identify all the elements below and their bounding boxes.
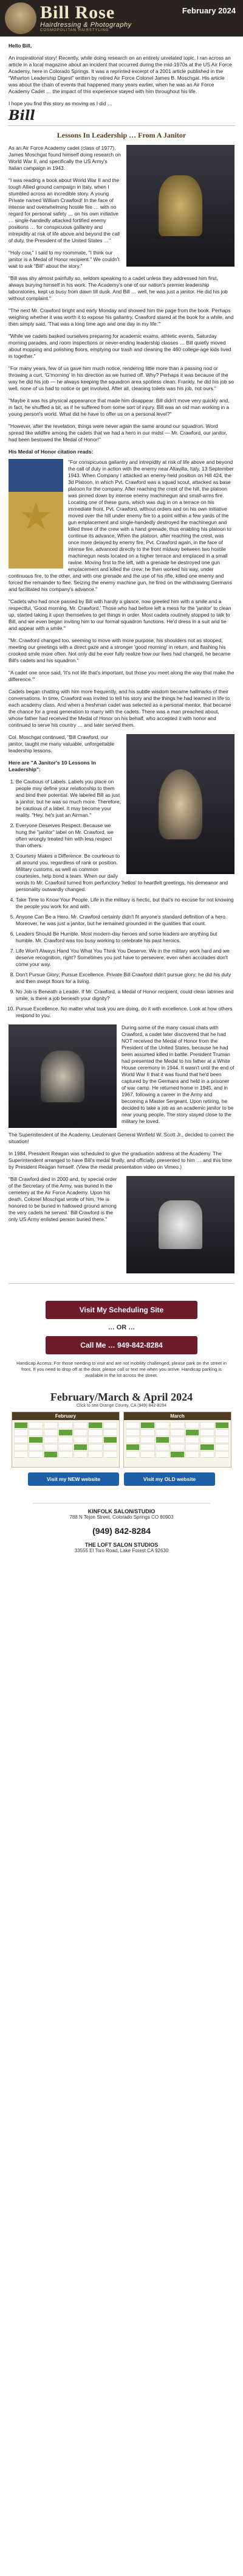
calendar-day-cell <box>170 1444 184 1451</box>
calendar-day-cell <box>185 1451 199 1458</box>
lesson-item: 4. Take Time to Know Your People. Life in the military is hectic, but that's no excuse for not knowing the people you work for and with. <box>16 897 234 910</box>
calendar-section <box>0 1385 243 1492</box>
medal-of-honor-image <box>9 459 63 569</box>
calendar-day-cell <box>103 1444 117 1451</box>
article-paragraph: "Holy cow," I said to my roommate, "I think our janitor is a Medal of Honor recipient." We couldn't wait to ask "Bill" about the story." <box>9 250 120 269</box>
calendar-day-cell <box>140 1429 154 1436</box>
calendar-month[interactable] <box>123 1412 231 1468</box>
calendar-day-cell <box>200 1444 214 1451</box>
calendar-subtitle[interactable]: Click to see Orange County, CA (949) 842-8284 <box>76 1404 167 1408</box>
studio-address: 33555 El Toro Road, Lake Forest CA 92630 <box>74 1548 169 1553</box>
calendar-day-cell <box>58 1422 72 1429</box>
calendar-day-cell <box>140 1422 154 1429</box>
story-paragraph: The Superintendent of the Academy, Lieutenant General Winfield W. Scott Jr., decided to correct the situation! <box>9 1132 234 1144</box>
calendar-day-cell <box>88 1444 102 1451</box>
story-paragraph: During some of the many casual chats with Crawford, a cadet later discovered that he had NOT received the Medal of Honor from the President of the United States, because he had been assumed killed in battle. President Truman had presented the Medal to his father at a White House ceremony in 1944. It wasn't until the end of World War II that it was found that he'd been captured by the Germans and held in a prisoner of war camp. He returned home in 1945, and in 1967, following a career in the Army and becoming a Master Sergeant. Upon retiring, he decided to take a job as an academic janitor to be near young people. The story stayed close to the military he loved. <box>122 1024 234 1124</box>
old-website-button[interactable]: Visit my OLD website <box>124 1472 215 1486</box>
calendar-day-cell <box>103 1451 117 1458</box>
calendar-day-cell <box>185 1444 199 1451</box>
calendar-day-cell <box>170 1451 184 1458</box>
divider <box>9 125 234 126</box>
cta-section <box>0 1290 243 1385</box>
calendar-day-cell <box>74 1429 87 1436</box>
story-paragraph: "Bill Crawford died in 2000 and, by special order of the Secretary of the Army, was buried in the cemetery at the Air Force Academy. Upon his death, Colonel Moschgat wrote of him, 'He is honored to be buried in hallowed ground among the very cadets he served.' Bill Crawford is the only US Army enlisted person buried there." <box>9 1176 117 1222</box>
calendar-day-cell <box>170 1429 184 1436</box>
divider <box>9 1283 234 1284</box>
article-paragraph: "I was reading a book about World War II and the tough Allied ground campaign in Italy, when I stumbled across an incredible story. A young Private named William Crawford! In the face of intense and overwhelming hostile fire … with no regard for personal safety … on his own initiative … single-handedly attacked fortified enemy positions … for conspicuous gallantry and intrepidity at risk of life above and beyond the call of duty, the President of the United States …" <box>9 177 120 243</box>
scheduling-button[interactable]: Visit My Scheduling Site <box>46 1301 197 1319</box>
calendar-day-cell <box>156 1437 169 1443</box>
intro-paragraph: An inspirational story! Recently, while doing research on an entirely unrelated topic, I ran across an article in a local magazine about an incident that occurred during the mid-1970s at the US Air Force Academy, here in Colorado Springs. It was a reprinted excerpt of a 2001 article published in the "Wharton Leadership Digest" written by retired Air Force Colonel James B. Moschgat. His article was about the chain of events that happened many years earlier, when he was an Air Force Academy Cadet … the impact of this experience stayed with him throughout his life. <box>9 55 232 94</box>
calendar-day-cell <box>140 1451 154 1458</box>
story-paragraph: Cadets began chatting with him more frequently, and his subtle wisdom became hallmarks of their conversations. In time, Crawford was invited to tell his story and the things he had learned in life to each academy class. And when a freshman cadet was selected as a personal mentor, that became the chance for a great generation to marry with the cadets. There was a man preached about, whose father had received the Medal of Honor on his behalf, who accepted it with honor and continued to serve his country … and later served them. <box>9 688 231 728</box>
lesson-item: 1. Be Cautious of Labels. Labels you place on people may define your relationship to them and bind their potential. We labeled Bill as just a janitor, but he was so much more. Therefore, be cautious of a label. It may become your reality. "Hey, he's just an Airman." <box>16 779 234 819</box>
calendar-day-cell <box>88 1437 102 1443</box>
lesson-item: 7. Life Won't Always Hand You What You Think You Deserve. We in the military work hard and we deserve recognition, right? Sometimes you just have to persevere, even when accolades don't come your way. <box>16 948 234 968</box>
calendar-day-cell <box>58 1451 72 1458</box>
calendar-day-cell <box>44 1444 58 1451</box>
calendar-day-cell <box>103 1437 117 1443</box>
calendar-day-cell <box>215 1422 229 1429</box>
article-paragraph: "For many years, few of us gave him much notice, rendering little more than a passing nod or throwing a curt, 'G'morning' in his direction as we hurried off. Why? Perhaps it was because of the way he did his job — he always keeping the squadron area spotless clean. Frankly, he did his job so well, none of us had to notice or get involved. After all, cleaning toilets was his job, not ours." <box>9 365 234 391</box>
calendar-day-cell <box>14 1451 28 1458</box>
calendar-day-cell <box>74 1437 87 1443</box>
calendar-day-cell <box>156 1444 169 1451</box>
calendar-day-cell <box>29 1437 43 1443</box>
or-separator: … OR … <box>108 1324 135 1331</box>
lesson-item: 8. Don't Pursue Glory; Pursue Excellence. Private Bill Crawford didn't pursue glory; he did his duty and then swept floors for a living. <box>16 971 234 985</box>
calendar-day-cell <box>88 1451 102 1458</box>
calendar-day-cell <box>58 1429 72 1436</box>
brand-tagline: COSMOPOLITAN HAIRSTYLING <box>40 29 109 32</box>
calendar-day-cell <box>14 1429 28 1436</box>
greeting: Hello Bill, <box>9 43 32 49</box>
newsletter-header <box>0 0 243 37</box>
calendar-day-cell <box>185 1429 199 1436</box>
story-paragraph: "Mr. Crawford changed too, seeming to move with more purpose, his shoulders not as stooped, meeting our greetings with a direct gaze and a stronger 'good morning' in return, and flashing his crooked smile more often. Not only did he ever fully realize how our lives had changed, he became Bill's cadets and his squadron." <box>9 637 231 663</box>
lesson-item: 3. Courtesy Makes a Difference. Be courteous to all around you, regardless of rank or position. Military customs, as well as common courtesies, help bond a team. When our daily words to Mr. Crawford turned from perfunctory 'hellos' to heartfelt greetings, his demeanor and personality outwardly changed. <box>16 853 234 893</box>
calendar-day-cell <box>185 1437 199 1443</box>
calendar-day-cell <box>29 1444 43 1451</box>
lessons-heading: Here are "A Janitor's 10 Lessons In Leadership": <box>9 760 96 772</box>
calendar-day-cell <box>200 1422 214 1429</box>
calendar-day-cell <box>44 1429 58 1436</box>
article-paragraph: "While we cadets basked ourselves preparing for academic exams, athletic events, Saturday morning parades, and room inspections or never-ending leadership classes … Bill quietly moved about mopping and polishing floors, emptying our trash and cleaning the 460 college-age kids lived in together." <box>9 333 231 359</box>
calendar-day-cell <box>14 1444 28 1451</box>
calendar-day-cell <box>215 1429 229 1436</box>
footer <box>0 1492 243 1566</box>
calendar-day-cell <box>156 1451 169 1458</box>
handicap-notice: Handicap Access: For those needing to visit and are not mobility challenged, please park on the street in front. If you need to drop off at the door, please call or text me when you arrive. Handicap parking is available in the lot across the street. <box>16 1360 227 1378</box>
calendar-day-cell <box>170 1422 184 1429</box>
signature: Bill <box>9 108 35 124</box>
calendar-day-cell <box>58 1437 72 1443</box>
calendar-day-cell <box>200 1451 214 1458</box>
calendar-day-cell <box>185 1422 199 1429</box>
article-paragraph: "However, after the revelation, things were never again the same around our squadron. Word spread like wildfire among the cadets that we had a hero in our midst — Mr. Crawford, our janitor, had been bestowed the Medal of Honor!" <box>9 423 227 443</box>
citation-text: "For conspicuous gallantry and intrepidity at risk of life above and beyond the call of duty in action with the enemy near Altavilla, Italy, 13 September 1943. When Company I attacked an enemy-held position on Hill 424, the 3d Platoon, in which Pvt. Crawford was a squad scout, attacked as base platoon for the company. After reaching the crest of the hill, the platoon was pinned down by intense enemy machinegun and small-arms fire. Locating one of these guns, which was dug in on a terrace on his immediate front, Pvt. Crawford, without orders and on his own initiative moved over the hill under enemy fire to a point within a few yards of the gun emplacement and single-handedly destroyed the machinegun and killed three of the crew with a hand grenade, thus enabling his platoon to continue its advance. When the platoon, after reaching the crest, was once more delayed by enemy fire, Pvt. Crawford again, in the face of intense fire, advanced directly to the front midway between two hostile machinegun nests located on a higher terrace and emplaced in a small ravine. Moving first to the left, with a grenade he destroyed one gun emplacement and killed the crew; he then worked his way, under continuous fire, to the other, and with one grenade and the use of his rifle, killed one enemy and forced the remainder to flee. Seizing the enemy machine gun, he fired on the withdrawing Germans and facilitated his company's advance." <box>9 459 234 592</box>
studio-name: THE LOFT SALON STUDIOS <box>84 1542 159 1548</box>
calendar-day-cell <box>103 1422 117 1429</box>
calendar-day-cell <box>74 1422 87 1429</box>
salon-name: KINFOLK SALON/STUDIO <box>87 1508 156 1514</box>
calendar-day-cell <box>14 1422 28 1429</box>
calendar-day-cell <box>126 1429 140 1436</box>
phone-number[interactable]: (949) 842-8284 <box>92 1526 151 1536</box>
story-paragraph: Col. Moschgat continued, "Bill Crawford, our janitor, taught me many valuable, unforgettable leadership lessons. <box>9 734 115 754</box>
calendar-day-cell <box>14 1437 28 1443</box>
calendar-day-cell <box>88 1422 102 1429</box>
issue-date: February 2024 <box>182 6 236 15</box>
calendar-day-cell <box>58 1444 72 1451</box>
brand-subtitle: Hairdressing & Photography <box>40 21 132 29</box>
call-button[interactable]: Call Me … 949-842-8284 <box>46 1336 197 1354</box>
lesson-item: 6. Leaders Should Be Humble. Most modern-day heroes and some leaders are anything but humble. Mr. Crawford was too busy working to celebrate his past heroics. <box>16 931 234 944</box>
salon-address: 788 N Tejon Street, Colorado Springs CO 80903 <box>69 1514 174 1520</box>
lesson-item: 5. Anyone Can Be a Hero. Mr. Crawford certainly didn't fit anyone's standard definition of a hero. Moreover, he was just a janitor, but he remained grounded in the qualities that count. <box>16 914 234 927</box>
story-paragraph: "Cadets who had once passed by Bill with hardly a glance, now greeted him with a smile and a respectful, 'Good morning, Mr. Crawford.' Those who had before left a mess for the 'janitor' to clean up, started taking it upon themselves to get things in order. Most cadets routinely stopped to talk to Bill, and we even began inviting him to our formal squadron functions. He'd dress in a suit and tie and appear with a smile." <box>9 598 231 631</box>
story-paragraph: In 1984, President Reagan was scheduled to give the graduation address at the Academy. The Superintendent arranged to have Bill's medal finally, and officially, presented to him … and this time by President Reagan himself. (View the medal presentation video on Vimeo.) <box>9 1150 232 1170</box>
gravestone-photo <box>126 1176 234 1273</box>
calendar-day-cell <box>88 1429 102 1436</box>
article-paragraph: As an Air Force Academy cadet (class of 1977), James Moschgat found himself doing research on World War II, and specifically the US Army's Italian campaign in 1943. <box>9 145 121 171</box>
brand-name: Bill Rose <box>40 2 115 23</box>
calendar-day-cell <box>29 1429 43 1436</box>
calendar-day-cell <box>44 1437 58 1443</box>
calendar-title: February/March & April 2024 <box>50 1391 193 1403</box>
calendar-day-cell <box>126 1422 140 1429</box>
calendar-month-title: February <box>12 1412 119 1420</box>
citation-heading: His Medal of Honor citation reads: <box>9 449 94 455</box>
calendar-month[interactable] <box>12 1412 120 1468</box>
article-paragraph: "Maybe it was his physical appearance that made him disappear. Bill didn't move very quickly and, in fact, he shuffled a bit, as if he suffered from some sort of injury. Bill was an old man working in a young person's world. What did he have to offer us on a personal level?" <box>9 397 230 417</box>
calendar-day-cell <box>126 1451 140 1458</box>
calendar-day-cell <box>156 1429 169 1436</box>
portrait-photo <box>126 734 234 874</box>
calendar-day-cell <box>74 1451 87 1458</box>
story-paragraph: "A cadet one once said, 'It's not life that's important, but those you meet along the way that make the difference.'" <box>9 670 234 682</box>
lesson-item: 2. Everyone Deserves Respect. Because we hung the "janitor" label on Mr. Crawford, we often wrongly treated him with less respect than others. <box>16 822 234 849</box>
calendar-day-cell <box>74 1444 87 1451</box>
calendar-day-cell <box>29 1451 43 1458</box>
calendar-day-cell <box>44 1422 58 1429</box>
new-website-button[interactable]: Visit my NEW website <box>28 1472 119 1486</box>
calendar-day-cell <box>215 1451 229 1458</box>
article-title: Lessons In Leadership … From A Janitor <box>56 131 187 139</box>
calendar-month-title: March <box>124 1412 231 1420</box>
calendar-day-cell <box>140 1444 154 1451</box>
calendar-day-cell <box>200 1437 214 1443</box>
calendar-day-cell <box>156 1422 169 1429</box>
calendar-day-cell <box>215 1437 229 1443</box>
article-paragraph: "The next Mr. Crawford bright and early Monday and showed him the page from the book. Perhaps weighing whether it was worth it to expose his gallantry, Crawford stared at the book for a while, and then simply said, 'That was a long time ago and one day in my life.'" <box>9 307 234 327</box>
article-paragraph: "Bill was shy almost painfully so, seldom speaking to a cadet unless they addressed him first, always burying himself in his work. The Academy's one of our nation's premier leadership laboratories, kept us busy from dawn till dusk. And Bill … well, he was just a janitor. He did his job without complaint." <box>9 275 228 301</box>
lesson-item: 10. Pursue Excellence. No matter what task you are doing, do it with excellence. Look at how others respond to you. <box>16 1006 234 1019</box>
calendar-day-cell <box>44 1451 58 1458</box>
intro-paragraph: I hope you find this story as moving as I did … <box>9 100 113 107</box>
presentation-photo <box>9 1024 117 1128</box>
calendar-day-cell <box>103 1429 117 1436</box>
calendar-day-cell <box>126 1444 140 1451</box>
lesson-item: 9. No Job is Beneath a Leader. If Mr. Crawford, a Medal of Honor recipient, could clean latrines and smile, is there a job beneath your dignity? <box>16 989 234 1002</box>
article-photo-hands <box>126 145 234 267</box>
calendar-day-cell <box>140 1437 154 1443</box>
calendar-day-cell <box>200 1429 214 1436</box>
logo <box>5 2 36 34</box>
calendar-day-cell <box>126 1437 140 1443</box>
calendar-day-cell <box>170 1437 184 1443</box>
calendar-day-cell <box>29 1422 43 1429</box>
calendar-day-cell <box>215 1444 229 1451</box>
